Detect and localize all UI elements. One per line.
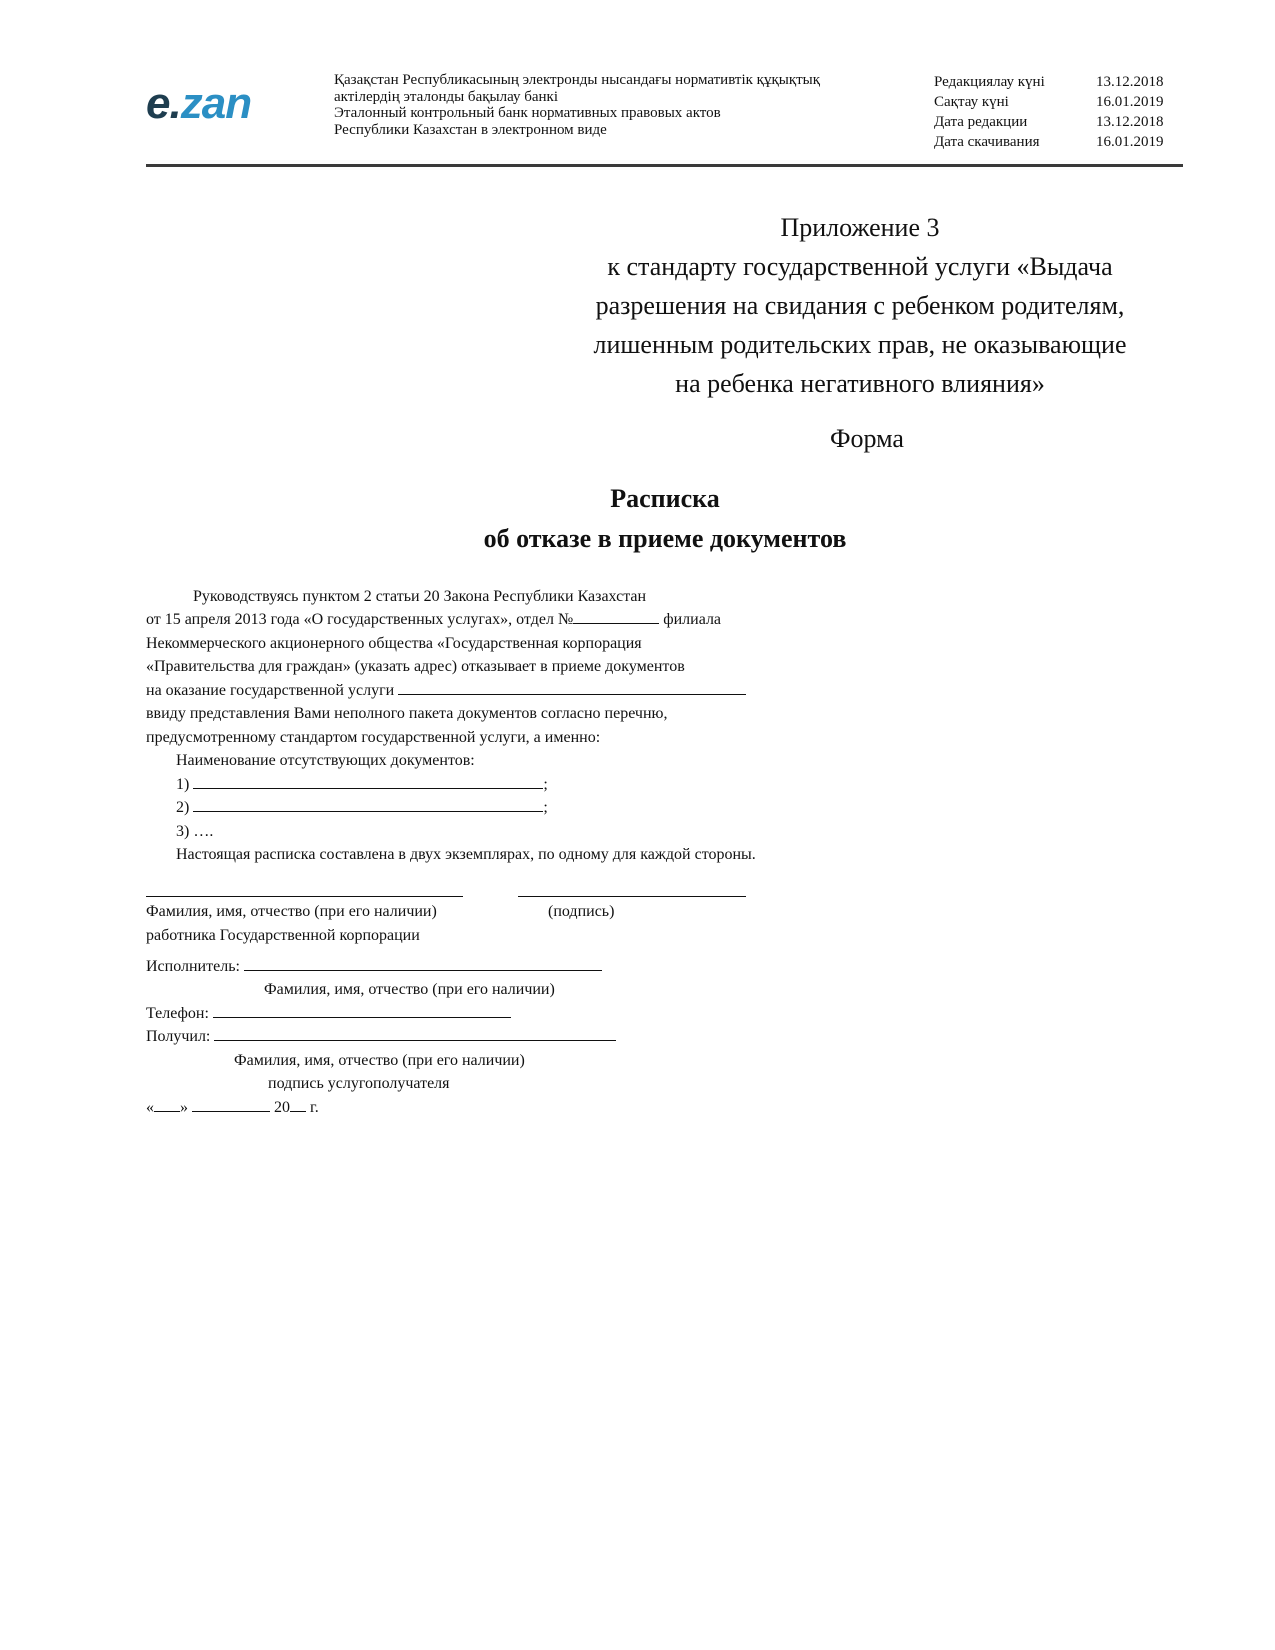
body-line-6: ввиду представления Вами неполного пакета документов согласно перечню, [146,705,668,722]
item-end: ; [543,776,548,793]
missing-doc-item-3: 3) …. [176,823,214,840]
body-line-2 [146,608,721,632]
meta-row [934,72,1174,92]
day-blank [154,1097,180,1112]
signature-label: (подпись) [548,903,615,920]
missing-doc-blank [193,797,543,812]
department-number-blank [573,609,659,624]
received-fio-label: Фамилия, имя, отчество (при его наличии) [234,1052,525,1069]
body-text: филиала [663,611,722,628]
employee-sign-line [518,896,746,897]
executor-blank [244,956,602,971]
document-subtitle: об отказе в приеме документов [483,524,847,553]
missing-doc-item-1 [176,773,548,797]
appendix-line: лишенным родительских прав, не оказывающие [593,330,1127,359]
header-line-1: Қазақстан Республикасының электронды нысандағы нормативтік құқықтық [334,72,821,88]
body-line-7: предусмотренному стандартом государственной услуги, а именно: [146,729,601,746]
header-line-4: Республики Казахстан в электронном виде [334,121,607,138]
body-line-5 [146,679,746,703]
meta-value: 16.01.2019 [1096,94,1164,110]
date-suffix: г. [310,1099,319,1116]
meta-value: 16.01.2019 [1096,134,1164,150]
meta-row [934,112,1174,132]
worker-label: работника Государственной корпорации [146,927,420,944]
executor-label: Исполнитель: [146,958,240,975]
executor-fio-label: Фамилия, имя, отчество (при его наличии) [264,981,555,998]
body-line-1: Руководствуясь пунктом 2 статьи 20 Закона Республики Казахстан [193,588,647,605]
missing-doc-blank [193,774,543,789]
meta-label: Редакциялау күні [934,74,1045,90]
appendix-line: на ребенка негативного влияния» [675,369,1045,398]
meta-value: 13.12.2018 [1096,114,1164,130]
meta-label: Дата скачивания [934,134,1040,150]
appendix-line: к стандарту государственной услуги «Выдача [607,252,1113,281]
missing-docs-title: Наименование отсутствующих документов: [176,752,475,769]
employee-fio-label: Фамилия, имя, отчество (при его наличии) [146,903,437,920]
date-year: 20 [274,1099,290,1116]
header-meta [934,72,1174,152]
appendix-line: Приложение 3 [780,213,940,242]
form-label: Форма [830,424,904,453]
executor-row [146,955,602,979]
recipient-sign-label: подпись услугополучателя [268,1075,450,1092]
body-line-3: Некоммерческого акционерного общества «Государственная корпорация [146,635,642,652]
received-row [146,1025,616,1049]
phone-row [146,1002,511,1026]
document-title: Расписка [610,484,720,513]
item-number: 2) [176,799,190,816]
meta-value: 13.12.2018 [1096,74,1164,90]
meta-label: Дата редакции [934,114,1028,130]
employee-fio-line [146,896,463,897]
appendix-line: разрешения на свидания с ребенком родителям, [595,291,1125,320]
year-blank [290,1097,306,1112]
body-text: от 15 апреля 2013 года «О государственных услугах», отдел № [146,611,574,628]
appendix-block [540,208,1180,403]
item-number: 1) [176,776,190,793]
meta-row [934,132,1174,152]
received-blank [214,1026,616,1041]
ezan-logo: e.zan [146,79,252,128]
phone-label: Телефон: [146,1005,209,1022]
received-label: Получил: [146,1028,211,1045]
header-description [334,72,894,138]
header-line-2: актілердің эталонды бақылау банкі [334,88,558,105]
body-text: на оказание государственной услуги [146,682,395,699]
missing-doc-item-2 [176,796,548,820]
date-close: » [180,1099,188,1116]
date-open: « [146,1099,154,1116]
month-blank [192,1097,270,1112]
closing-statement: Настоящая расписка составлена в двух экземплярах, по одному для каждой стороны. [176,846,756,863]
meta-row [934,92,1174,112]
item-end: ; [543,799,548,816]
header-divider [146,164,1183,167]
body-line-4: «Правительства для граждан» (указать адрес) отказывает в приеме документов [146,658,685,675]
phone-blank [213,1003,511,1018]
service-name-blank [398,680,746,695]
header-line-3: Эталонный контрольный банк нормативных правовых актов [334,105,721,121]
date-row [146,1096,319,1120]
meta-label: Сақтау күні [934,94,1009,110]
